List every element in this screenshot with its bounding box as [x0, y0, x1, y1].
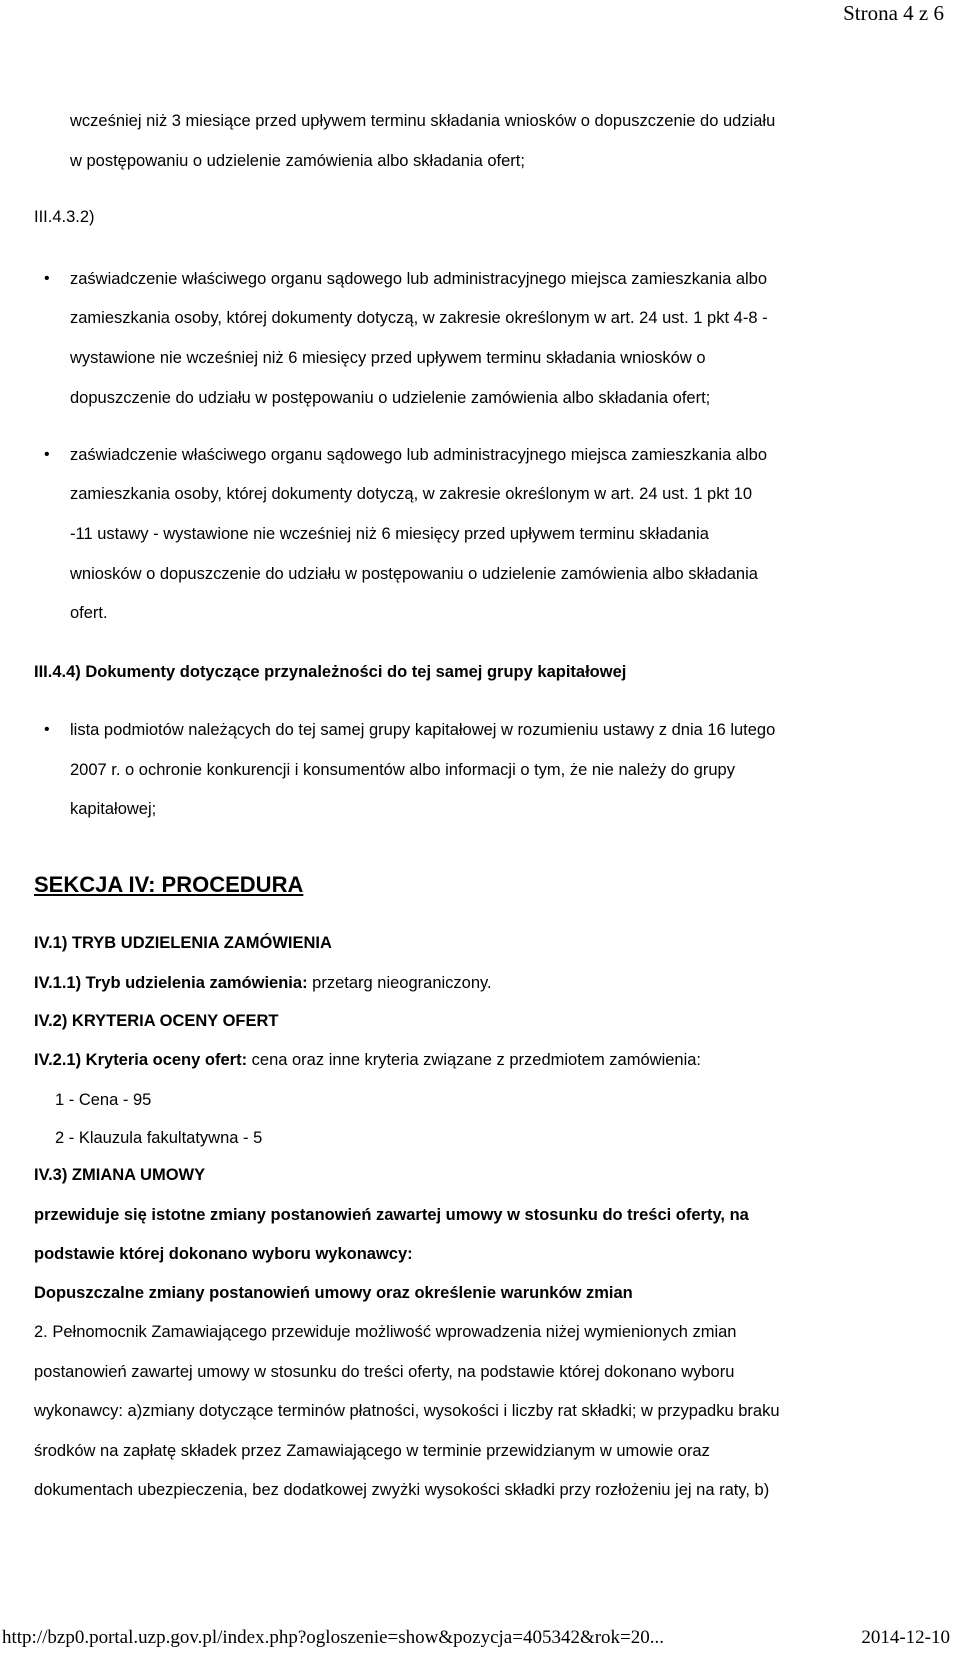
paragraph-line: wykonawcy: a)zmiany dotyczące terminów płatności, wysokości i liczby rat składki; w przypadku braku — [34, 1402, 780, 1420]
criteria-heading — [34, 1050, 701, 1070]
paragraph-line: dokumentach ubezpieczenia, bez dodatkowej zwyżki wysokości składki przy rozłożeniu jej na raty, b) — [34, 1481, 770, 1499]
bullet-line: zaświadczenie właściwego organu sądowego lub administracyjnego miejsca zamieszkania albo — [70, 446, 768, 464]
procedure-type — [34, 973, 492, 993]
bold-statement: przewiduje się istotne zmiany postanowień zawartej umowy w stosunku do treści oferty, na — [34, 1206, 749, 1224]
section-heading: IV.2) KRYTERIA OCENY OFERT — [34, 1012, 279, 1030]
paragraph-line: środków na zapłatę składek przez Zamawiającego w terminie przewidzianym w umowie oraz — [34, 1442, 710, 1460]
bullet-line: -11 ustawy - wystawione nie wcześniej niż 6 miesięcy przed upływem terminu składania — [70, 525, 709, 543]
bullet-icon: • — [44, 446, 50, 463]
section-heading: IV.3) ZMIANA UMOWY — [34, 1166, 206, 1184]
bullet-line: lista podmiotów należących do tej samej grupy kapitałowej w rozumieniu ustawy z dnia 16 lutego — [70, 721, 776, 739]
section-heading: III.4.3.2) — [34, 208, 95, 226]
section-title: SEKCJA IV: PROCEDURA — [34, 872, 304, 897]
paragraph-line: postanowień zawartej umowy w stosunku do treści oferty, na podstawie której dokonano wyboru — [34, 1363, 735, 1381]
bullet-icon: • — [44, 270, 50, 287]
page-number: Strona 4 z 6 — [843, 1, 944, 25]
criterion-item: 2 - Klauzula fakultatywna - 5 — [55, 1129, 263, 1147]
paragraph-line: wcześniej niż 3 miesiące przed upływem terminu składania wniosków o dopuszczenie do udziału — [70, 112, 776, 130]
bullet-icon: • — [44, 721, 50, 738]
criterion-item: 1 - Cena - 95 — [55, 1091, 152, 1109]
section-heading: IV.1) TRYB UDZIELENIA ZAMÓWIENIA — [34, 934, 332, 952]
section-heading: III.4.4) Dokumenty dotyczące przynależności do tej samej grupy kapitałowej — [34, 663, 627, 681]
bold-statement: Dopuszczalne zmiany postanowień umowy oraz określenie warunków zmian — [34, 1284, 633, 1302]
criteria-label: IV.2.1) Kryteria oceny ofert: — [34, 1051, 248, 1069]
bold-statement: podstawie której dokonano wyboru wykonawcy: — [34, 1245, 413, 1263]
bullet-line: kapitałowej; — [70, 800, 157, 818]
bullet-line: ofert. — [70, 604, 108, 622]
bullet-line: wystawione nie wcześniej niż 6 miesięcy przed upływem terminu składania wniosków o — [70, 349, 706, 367]
bullet-line: zamieszkania osoby, której dokumenty dotyczą, w zakresie określonym w art. 24 ust. 1 pkt 4-8 - — [70, 309, 768, 327]
bullet-line: 2007 r. o ochronie konkurencji i konsumentów albo informacji o tym, że nie należy do grupy — [70, 761, 735, 779]
footer-url: http://bzp0.portal.uzp.gov.pl/index.php?ogloszenie=show&pozycja=405342&rok=20... — [2, 1627, 665, 1648]
bullet-line: dopuszczenie do udziału w postępowaniu o udzielenie zamówienia albo składania ofert; — [70, 389, 711, 407]
bullet-line: zaświadczenie właściwego organu sądowego lub administracyjnego miejsca zamieszkania albo — [70, 270, 768, 288]
procedure-type-value: przetarg nieograniczony. — [307, 974, 492, 992]
procedure-type-label: IV.1.1) Tryb udzielenia zamówienia: — [34, 974, 308, 992]
bullet-line: zamieszkania osoby, której dokumenty dotyczą, w zakresie określonym w art. 24 ust. 1 pkt 10 — [70, 485, 752, 503]
criteria-value: cena oraz inne kryteria związane z przedmiotem zamówienia: — [247, 1051, 702, 1069]
paragraph-line: 2. Pełnomocnik Zamawiającego przewiduje możliwość wprowadzenia niżej wymienionych zmian — [34, 1323, 737, 1341]
paragraph-line: w postępowaniu o udzielenie zamówienia albo składania ofert; — [70, 152, 525, 170]
bullet-line: wniosków o dopuszczenie do udziału w postępowaniu o udzielenie zamówienia albo składania — [70, 565, 758, 583]
footer-date: 2014-12-10 — [861, 1627, 950, 1648]
